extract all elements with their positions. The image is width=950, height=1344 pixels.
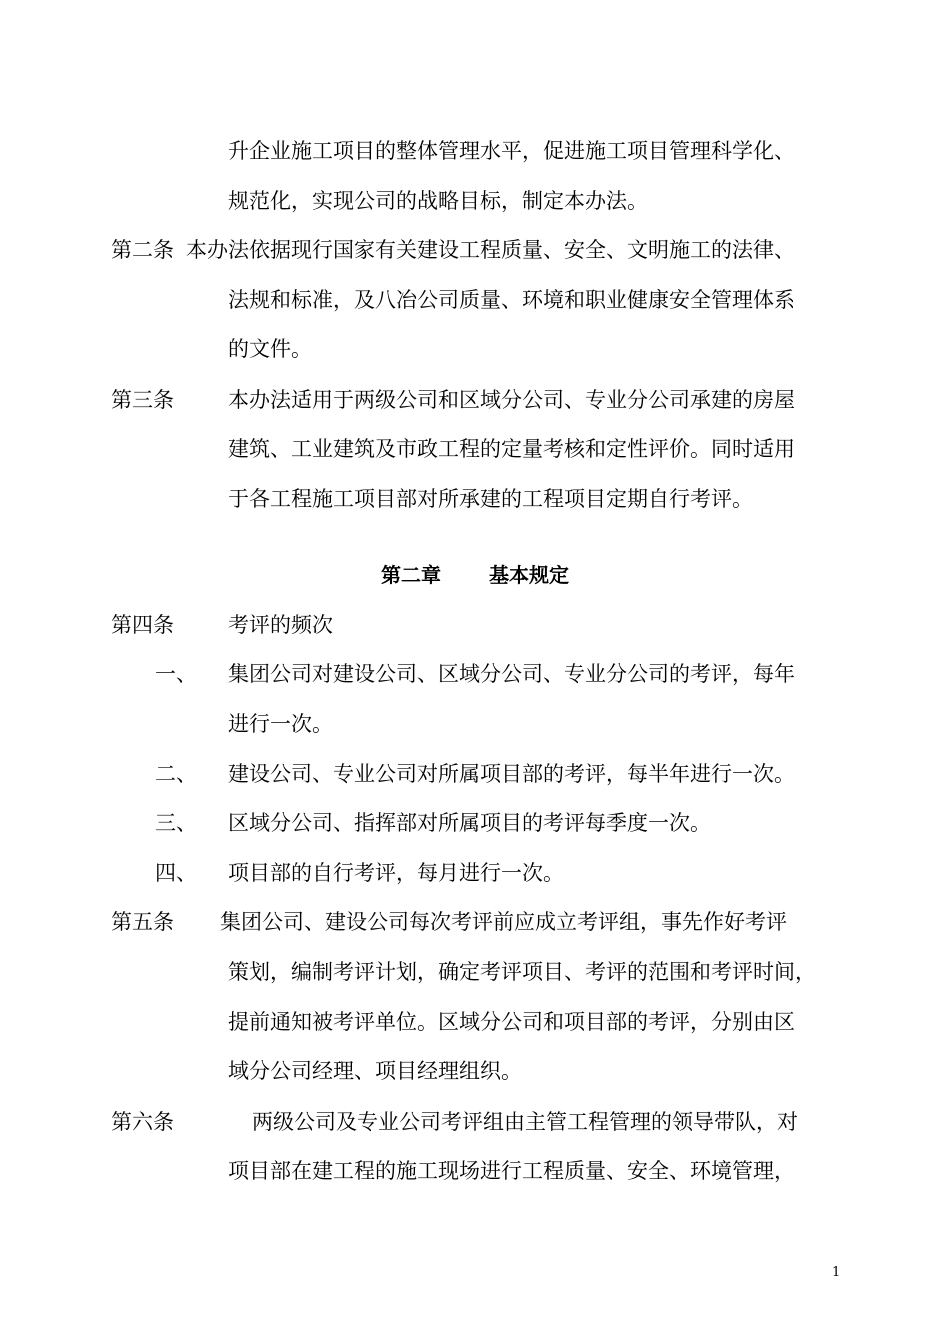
line-text: 升企业施工项目的整体管理水平，促进施工项目管理科学化、 — [228, 139, 795, 163]
line-text: 策划，编制考评计划，确定考评项目、考评的范围和考评时间， — [228, 960, 816, 984]
chapter-title: 基本规定 — [489, 563, 569, 587]
item-number: 一、 — [155, 662, 197, 686]
chapter-number: 第二章 — [381, 563, 441, 587]
item-number: 四、 — [155, 861, 197, 885]
line-text: 建筑、工业建筑及市政工程的定量考核和定性评价。同时适用 — [228, 437, 795, 461]
line-text: 本办法依据现行国家有关建设工程质量、安全、文明施工的法律、 — [186, 238, 795, 262]
line-text: 域分公司经理、项目经理组织。 — [228, 1059, 522, 1083]
line-text: 本办法适用于两级公司和区域分公司、专业分公司承建的房屋 — [228, 388, 795, 412]
line-text: 两级公司及专业公司考评组由主管工程管理的领导带队，对 — [252, 1110, 798, 1134]
line-text: 建设公司、专业公司对所属项目部的考评，每半年进行一次。 — [228, 762, 795, 786]
item-number: 三、 — [155, 811, 197, 835]
line-text: 提前通知被考评单位。区域分公司和项目部的考评，分别由区 — [228, 1010, 795, 1034]
line-text: 项目部在建工程的施工现场进行工程质量、安全、环境管理， — [228, 1159, 795, 1183]
line-text: 区域分公司、指挥部对所属项目的考评每季度一次。 — [228, 811, 711, 835]
line-text: 进行一次。 — [228, 712, 333, 736]
line-text: 的文件。 — [228, 337, 312, 361]
line-text: 考评的频次 — [228, 613, 333, 637]
article-label: 第五条 — [111, 910, 174, 934]
line-text: 规范化，实现公司的战略目标，制定本办法。 — [228, 189, 648, 213]
line-text: 项目部的自行考评，每月进行一次。 — [228, 861, 564, 885]
line-text: 法规和标准，及八冶公司质量、环境和职业健康安全管理体系 — [228, 288, 795, 312]
line-text: 于各工程施工项目部对所承建的工程项目定期自行考评。 — [228, 487, 753, 511]
article-label: 第三条 — [111, 388, 174, 412]
item-number: 二、 — [155, 762, 197, 786]
line-text: 集团公司对建设公司、区域分公司、专业分公司的考评，每年 — [228, 662, 795, 686]
chapter-heading — [0, 561, 950, 589]
article-label: 第六条 — [111, 1110, 174, 1134]
article-label: 第二条 — [111, 238, 174, 262]
line-text: 集团公司、建设公司每次考评前应成立考评组，事先作好考评 — [220, 910, 787, 934]
page-number: 1 — [832, 1265, 841, 1280]
article-label: 第四条 — [111, 613, 174, 637]
